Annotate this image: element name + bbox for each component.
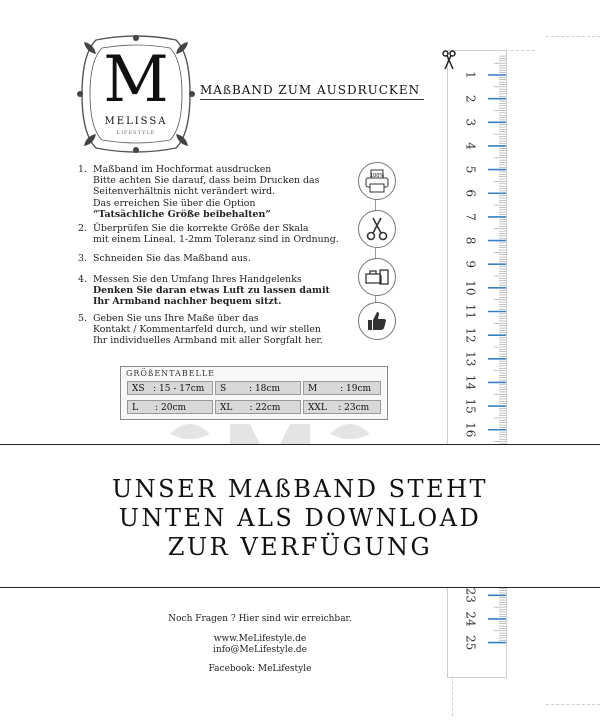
- step-3: [78, 253, 350, 264]
- size-cell: XS : 15 - 17cm: [127, 381, 213, 395]
- ruler-number: 7: [463, 213, 478, 221]
- download-banner: [0, 444, 600, 588]
- step-text: Kontakt / Kommentarfeld durch, und wir stellen: [93, 324, 321, 336]
- contact-question: Noch Fragen ? Hier sind wir erreichbar.: [168, 614, 352, 624]
- step-text: Messen Sie den Umfang Ihres Handgelenks: [93, 274, 302, 285]
- ruler-number: 6: [463, 189, 478, 198]
- ruler-number: 15: [463, 398, 478, 414]
- step-number: 1.: [78, 164, 87, 175]
- ruler-number: 25: [463, 634, 478, 651]
- printer-icon: [358, 162, 396, 200]
- melissa-logo: [80, 38, 192, 150]
- size-cell: M : 19cm: [303, 381, 381, 395]
- cut-line: [505, 50, 535, 51]
- scissors-cut-icon: [442, 50, 456, 70]
- ruler-number: 24: [463, 611, 478, 627]
- step-text: mit einem Lineal. 1-2mm Toleranz sind in Ordnung.: [93, 234, 339, 246]
- page-title: MAßBAND ZUM AUSDRUCKEN: [200, 83, 424, 100]
- step-number: 3.: [78, 253, 87, 264]
- size-cell: S : 18cm: [215, 381, 301, 395]
- ruler-number: 1: [463, 71, 478, 79]
- size-cell: L : 20cm: [127, 400, 213, 414]
- logo-brand-name: MELISSA: [104, 116, 168, 127]
- size-table-header: GRÖßENTABELLE: [126, 369, 216, 378]
- cut-line: [546, 704, 600, 705]
- ruler-number: 3: [463, 118, 478, 127]
- step-4: [78, 274, 350, 308]
- ruler-number: 9: [463, 260, 478, 269]
- banner-line: UNTEN ALS DOWNLOAD: [118, 504, 482, 532]
- step-text: Schneiden Sie das Maßband aus.: [93, 253, 251, 264]
- step-text-bold: Denken Sie daran etwas Luft zu lassen damit: [93, 285, 330, 297]
- banner-text: [0, 475, 600, 562]
- ruler-number: 16: [463, 422, 478, 438]
- banner-line: ZUR VERFÜGUNG: [167, 533, 433, 561]
- size-table: [120, 366, 388, 420]
- step-text: Bitte achten Sie darauf, dass beim Drucken das: [93, 175, 320, 187]
- ruler-number: 14: [463, 374, 478, 391]
- scissors-icon: [358, 210, 396, 248]
- step-text-bold: Ihr Armband nachher bequem sitzt.: [93, 296, 282, 308]
- step-1: [78, 164, 350, 220]
- ruler-number: 13: [463, 351, 478, 367]
- ruler-number: 2: [463, 94, 478, 103]
- ruler-number: 8: [463, 236, 478, 245]
- step-text: Geben Sie uns Ihre Maße über das: [93, 313, 259, 324]
- ruler-number: 10: [463, 280, 478, 296]
- step-2: [78, 223, 350, 245]
- ruler-number: 4: [463, 142, 478, 150]
- step-number: 2.: [78, 223, 87, 234]
- logo-letter: M: [103, 43, 169, 117]
- thumbs-up-icon: [358, 302, 396, 340]
- step-number: 4.: [78, 274, 87, 285]
- size-cell: XL : 22cm: [215, 400, 301, 414]
- banner-line: UNSER MAßBAND STEHT: [111, 475, 489, 503]
- step-5: [78, 313, 350, 347]
- step-text: Ihr individuelles Armband mit aller Sorgfalt her.: [93, 335, 323, 347]
- website-link[interactable]: www.MeLifestyle.de: [213, 634, 307, 644]
- step-text: Das erreichen Sie über die Option: [93, 197, 256, 209]
- email-link[interactable]: info@MeLifestyle.de: [213, 645, 307, 655]
- ruler-number: 11: [463, 303, 478, 320]
- ruler-number: 12: [463, 327, 478, 343]
- ruler-number: 23: [463, 587, 478, 603]
- hand-measure-icon: [358, 258, 396, 296]
- printer-label: 100%: [369, 173, 385, 179]
- size-cell: XXL : 23cm: [303, 400, 381, 414]
- facebook-link[interactable]: Facebook: MeLifestyle: [208, 664, 312, 674]
- ruler-number: 5: [463, 165, 478, 174]
- step-text: Überprüfen Sie die korrekte Größe der Skala: [93, 223, 309, 234]
- cut-line: [546, 36, 600, 37]
- cut-line: [452, 676, 453, 716]
- logo-tagline: LIFESTYLE: [116, 130, 156, 136]
- step-text-bold: “Tatsächliche Größe beibehalten”: [93, 208, 271, 220]
- step-text: Maßband im Hochformat ausdrucken: [93, 164, 272, 175]
- step-number: 5.: [78, 313, 87, 324]
- step-text: Seitenverhältnis nicht verändert wird.: [93, 186, 276, 198]
